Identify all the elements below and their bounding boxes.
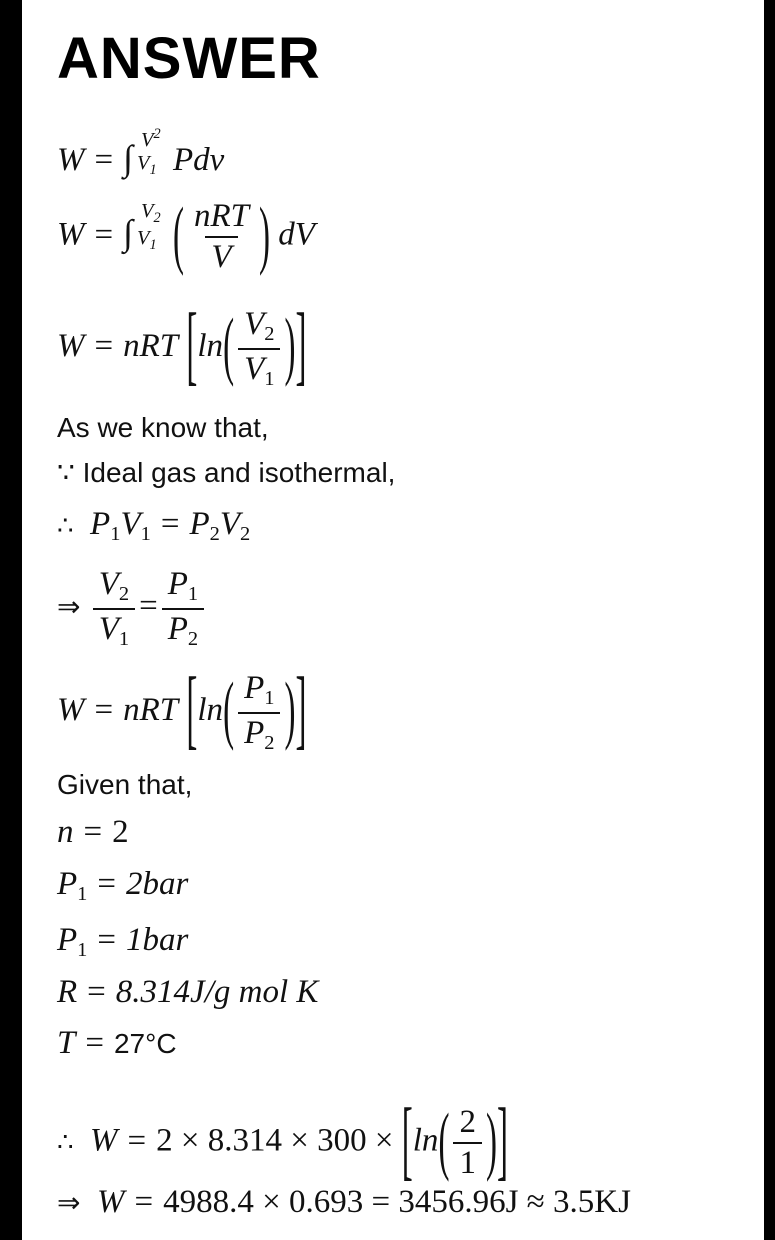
equation-ratio: ⇒ $\frac{V_2}{V_1}$ = $\frac{P_1}{P_2}$ bbox=[57, 568, 208, 649]
integrand: Pdv bbox=[173, 142, 225, 178]
given-n: n = 2 bbox=[57, 814, 129, 850]
equation-work-ln-p: W = nRT [ln( $\frac{P_1}{P_2}$ )] bbox=[57, 662, 307, 760]
given-r: R = 8.314J/g mol K bbox=[57, 974, 319, 1010]
given-t: T = 27°C bbox=[57, 1025, 177, 1061]
equation-work-ln-v: W = nRT [ln( $\frac{V_2}{V_1}$ )] bbox=[57, 298, 307, 396]
equation-work-nrt-over-v: W = ∫ $V_2$ $V_1$ ( $\frac{\text{nRT}}{V}$ ) dV bbox=[57, 194, 315, 278]
text-as-we-know: As we know that, bbox=[57, 412, 269, 443]
eq-lhs: W bbox=[57, 142, 85, 178]
given-p2: $P_1 = 1bar$ bbox=[57, 922, 189, 962]
equation-work-result: ⇒ W = 4988.4 × 0.693 = 3456.96J ≈ 3.5KJ bbox=[57, 1184, 631, 1220]
text-ideal-gas: ∵ Ideal gas and isothermal, bbox=[57, 457, 396, 488]
given-p1: $P_1 = 2bar$ bbox=[57, 866, 189, 906]
equation-work-integral: W = ∫ $V^2$ $V_1$ Pdv bbox=[57, 125, 225, 179]
answer-title: ANSWER bbox=[57, 26, 321, 91]
equation-work-substitution: ∴ W = 2 × 8.314 × 300 × [ln( $\frac{2}{1}$ )] bbox=[57, 1093, 508, 1191]
equation-boyle: ∴ $P_1V_1 = P_2V_2$ bbox=[57, 506, 251, 546]
text-given-that: Given that, bbox=[57, 769, 193, 800]
fraction-nrt-v: $\frac{\text{nRT}}{V}$ bbox=[194, 198, 250, 275]
